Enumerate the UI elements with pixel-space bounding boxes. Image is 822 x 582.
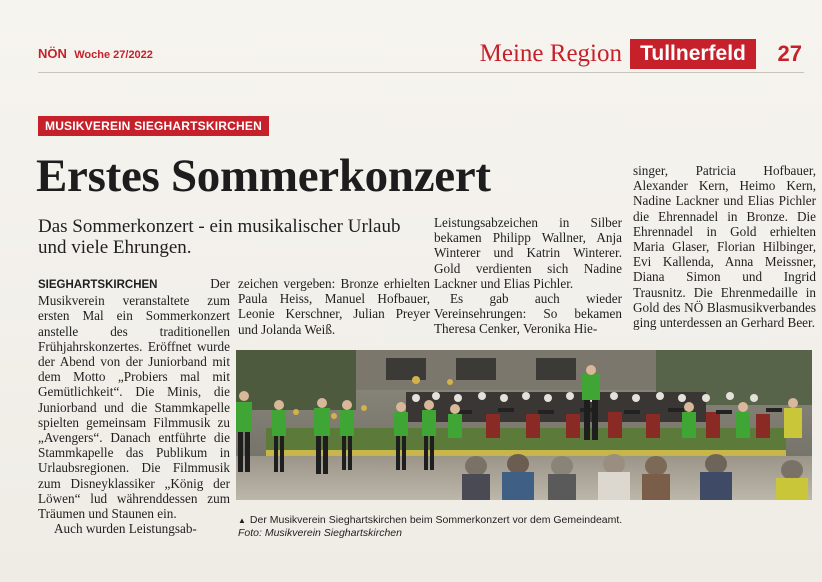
page-number: 27 xyxy=(777,41,802,66)
text-column-2 xyxy=(238,276,430,337)
text-column-4 xyxy=(633,163,816,330)
brand-name: NÖN xyxy=(38,46,67,61)
text-column-1 xyxy=(38,276,230,536)
region-title: Meine Region xyxy=(479,40,622,67)
text-column-3 xyxy=(434,215,622,337)
article-headline: Erstes Sommerkonzert xyxy=(36,150,491,202)
concert-photo-illustration xyxy=(236,350,812,500)
caption-marker-icon: ▲ xyxy=(238,516,246,525)
article-kicker: MUSIKVEREIN SIEGHARTSKIRCHEN xyxy=(38,116,269,136)
body-text: Es gab auch wieder Vereinsehrungen: So bekamen Theresa Cenker, Veronika Hie- xyxy=(434,291,622,337)
section-tag: Tullnerfeld xyxy=(630,39,756,69)
concert-photo xyxy=(236,350,812,500)
page-header xyxy=(38,40,804,73)
caption-text: Der Musikverein Sieghartskirchen beim Sommerkonzert vor dem Gemeindeamt. xyxy=(249,514,623,526)
article-subhead: Das Sommerkonzert - ein musikalischer Urlaub und viele Ehrungen. xyxy=(38,216,401,258)
issue-week: Woche 27/2022 xyxy=(74,49,153,61)
body-text: Der Musikverein veranstaltete zum ersten Mal ein Sommerkonzert anstelle des traditionellen Frühjahrskonzertes. Eröffnet wurde der Abend von der Juniorband mit dem Motto „Probiers mal mit Gemütlichkeit“. Die Minis, die Juniorband und die Stammkapelle spielten gemeinsam Filmmusik zu „Avengers“. Danach entführte die Stammkapelle das Publikum in Urlaubsregionen. Die Filmmusik zum Disneyklassiker „König der Löwen“ lud währenddessen zum Träumen und Staunen ein. xyxy=(38,276,230,522)
masthead xyxy=(38,46,153,61)
dateline: SIEGHARTSKIRCHEN xyxy=(38,279,158,291)
body-text: Auch wurden Leistungsab- xyxy=(54,521,197,537)
bleed-through xyxy=(290,130,295,151)
photo-caption xyxy=(238,514,758,540)
body-text: Leistungsabzeichen in Silber bekamen Philipp Wallner, Anja Winterer und Katrin Winterer. Gold verdienten sich Nadine Lackner und Elias Pichler. xyxy=(434,215,622,291)
body-text: zeichen vergeben: Bronze erhielten Paula Heiss, Manuel Hofbauer, Leonie Kerschner, Julian Preyer und Jolanda Weiß. xyxy=(238,276,430,337)
body-text: singer, Patricia Hofbauer, Alexander Kern, Heimo Kern, Nadine Lackner und Elias Pichler die Ehrennadel in Bronze. Die Ehrennadel in Gold erhielten Maria Glaser, Florian Hilbinger, Evi Kallenda, Anna Meissner, Diana Simon und Ingrid Trausnitz. Die Ehrenmedaille in Gold des NÖ Blasmusikverbandes ging unterdessen an Gerhard Beer. xyxy=(633,163,816,331)
photo-credit: Foto: Musikverein Sieghartskirchen xyxy=(238,527,402,539)
